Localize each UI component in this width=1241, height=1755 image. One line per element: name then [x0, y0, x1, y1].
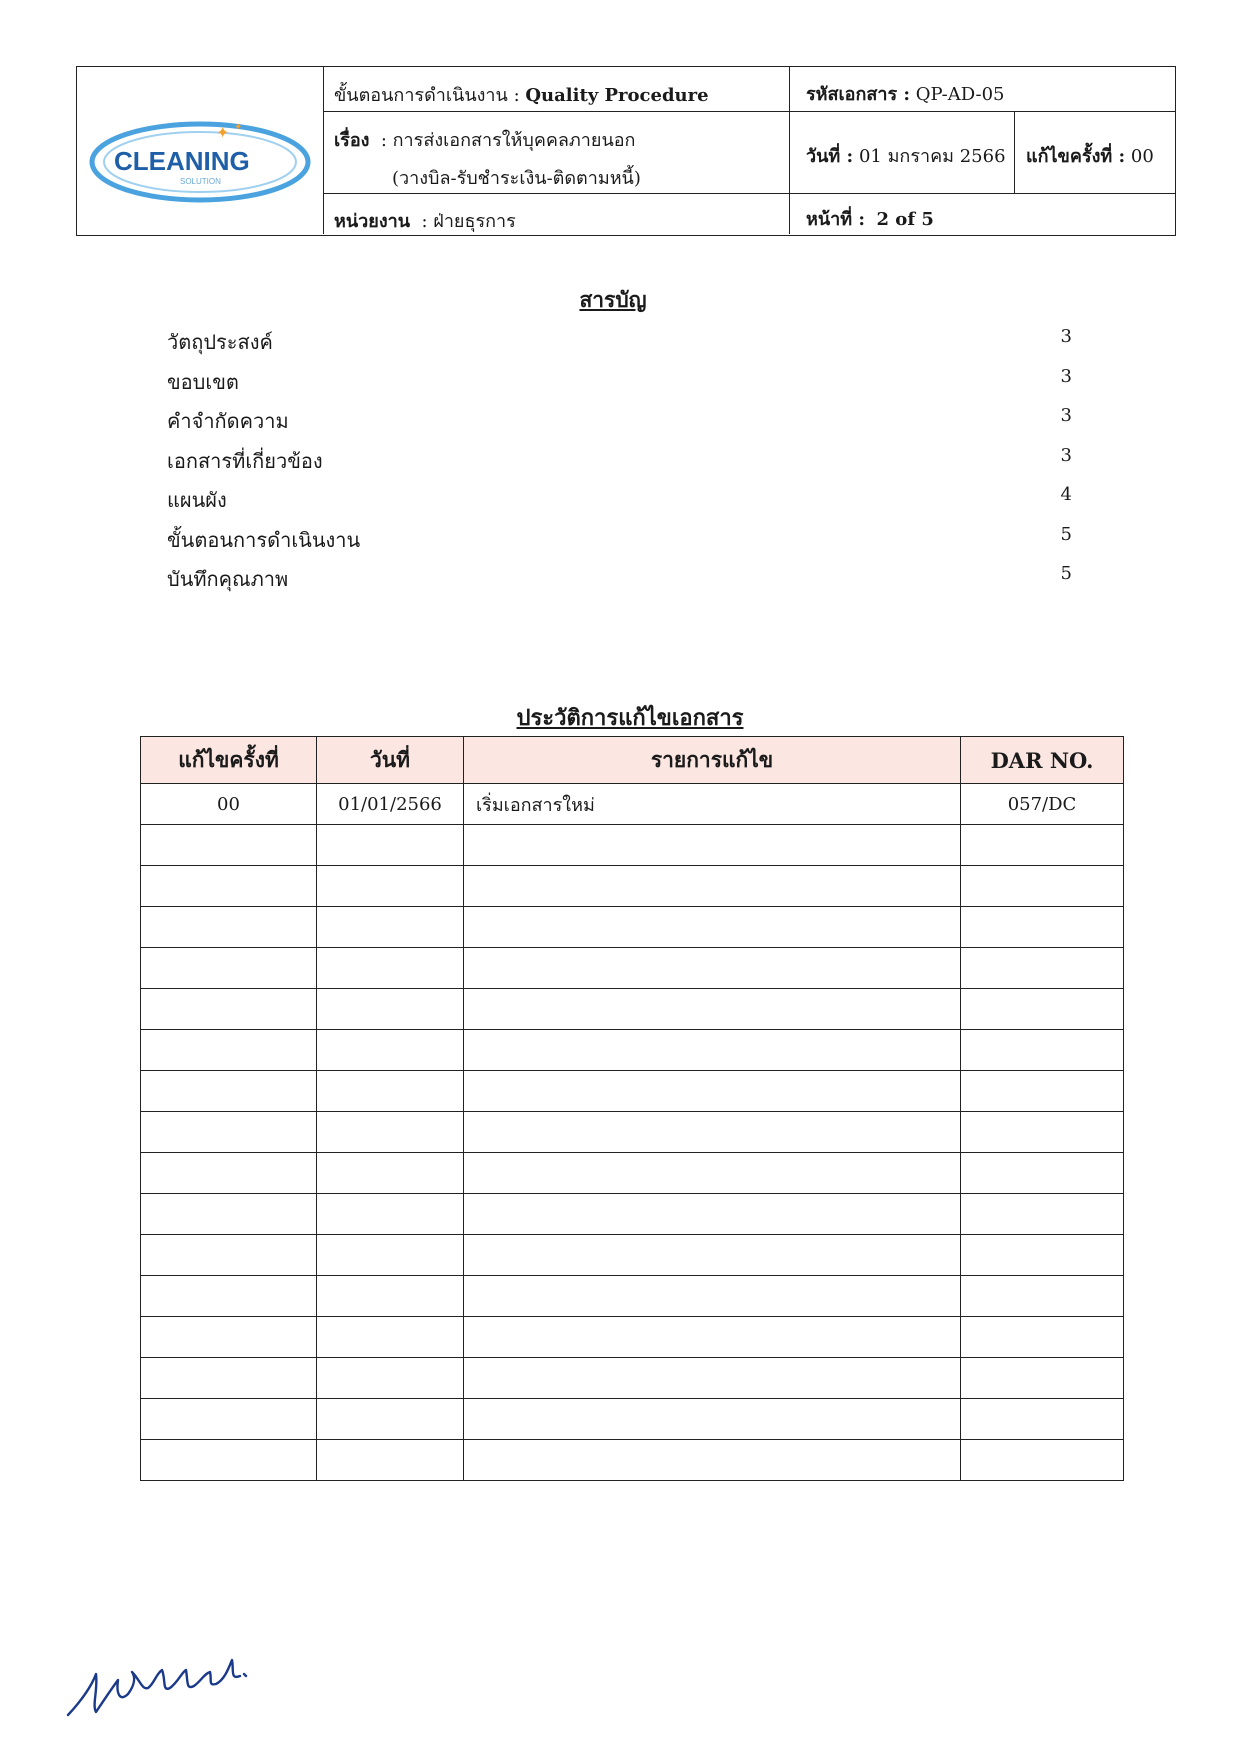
- empty-cell: [464, 1030, 961, 1071]
- empty-cell: [961, 1317, 1124, 1358]
- table-row: [141, 1194, 1124, 1235]
- empty-cell: [317, 1317, 464, 1358]
- empty-cell: [141, 1358, 317, 1399]
- table-row: [141, 1112, 1124, 1153]
- empty-cell: [961, 1440, 1124, 1481]
- revision-cell: แก้ไขครั้งที่ : 00: [1026, 146, 1154, 167]
- toc-item: [167, 366, 1072, 400]
- empty-cell: [961, 825, 1124, 866]
- empty-cell: [464, 1440, 961, 1481]
- toc-item-label: คำจำกัดความ: [167, 409, 289, 433]
- table-row: [141, 1317, 1124, 1358]
- empty-cell: [141, 1440, 317, 1481]
- table-row: [141, 825, 1124, 866]
- empty-cell: [464, 1112, 961, 1153]
- table-row: [141, 989, 1124, 1030]
- empty-cell: [141, 1071, 317, 1112]
- col-header-detail: รายการแก้ไข: [464, 737, 961, 784]
- empty-cell: [961, 866, 1124, 907]
- toc-item: [167, 524, 1072, 558]
- toc-item-page: 3: [1060, 405, 1072, 426]
- toc-item-page: 5: [1060, 563, 1072, 584]
- empty-cell: [961, 1235, 1124, 1276]
- col-header-date: วันที่: [317, 737, 464, 784]
- empty-cell: [141, 1235, 317, 1276]
- empty-cell: [961, 907, 1124, 948]
- empty-cell: [317, 1276, 464, 1317]
- toc-item-label: บันทึกคุณภาพ: [167, 567, 289, 591]
- toc-item: [167, 405, 1072, 439]
- empty-cell: [317, 1235, 464, 1276]
- cell-date: 01/01/2566: [317, 784, 464, 825]
- cell-dar: 057/DC: [961, 784, 1124, 825]
- table-row: [141, 1235, 1124, 1276]
- svg-text:SOLUTION: SOLUTION: [180, 177, 221, 186]
- table-row: [141, 784, 1124, 825]
- signature: [62, 1630, 272, 1725]
- empty-cell: [317, 989, 464, 1030]
- empty-cell: [961, 1071, 1124, 1112]
- empty-cell: [317, 1440, 464, 1481]
- table-row: [141, 1358, 1124, 1399]
- empty-cell: [464, 1235, 961, 1276]
- toc-item-label: ขอบเขต: [167, 370, 239, 394]
- toc-item-page: 3: [1060, 366, 1072, 387]
- toc-item-page: 4: [1060, 484, 1072, 505]
- history-title: ประวัติการแก้ไขเอกสาร: [516, 705, 744, 731]
- empty-cell: [141, 1399, 317, 1440]
- svg-text:✦: ✦: [234, 122, 243, 133]
- subject-cell-line2: (วางบิล-รับชำระเงิน-ติดตามหนี้): [392, 168, 641, 189]
- table-row: [141, 1440, 1124, 1481]
- table-row: [141, 948, 1124, 989]
- empty-cell: [141, 1194, 317, 1235]
- cell-detail: เริ่มเอกสารใหม่: [464, 784, 961, 825]
- empty-cell: [464, 1194, 961, 1235]
- date-cell: วันที่ : 01 มกราคม 2566: [806, 146, 1006, 167]
- empty-cell: [464, 948, 961, 989]
- cell-revision: 00: [141, 784, 317, 825]
- page-number-cell: หน้าที่ : 2 of 5: [806, 209, 934, 230]
- empty-cell: [141, 825, 317, 866]
- empty-cell: [317, 1358, 464, 1399]
- empty-cell: [317, 866, 464, 907]
- empty-cell: [464, 907, 961, 948]
- subject-cell: เรื่อง : การส่งเอกสารให้บุคคลภายนอก: [334, 130, 636, 151]
- empty-cell: [464, 989, 961, 1030]
- empty-cell: [141, 866, 317, 907]
- empty-cell: [317, 1399, 464, 1440]
- empty-cell: [317, 1071, 464, 1112]
- empty-cell: [317, 1030, 464, 1071]
- table-row: [141, 907, 1124, 948]
- toc-item: [167, 445, 1072, 479]
- toc-item-page: 5: [1060, 524, 1072, 545]
- table-row: [141, 1071, 1124, 1112]
- empty-cell: [464, 1276, 961, 1317]
- empty-cell: [141, 1030, 317, 1071]
- empty-cell: [317, 1153, 464, 1194]
- empty-cell: [961, 948, 1124, 989]
- empty-cell: [961, 989, 1124, 1030]
- empty-cell: [961, 1153, 1124, 1194]
- toc-item-page: 3: [1060, 445, 1072, 466]
- table-row: [141, 1399, 1124, 1440]
- empty-cell: [141, 1317, 317, 1358]
- empty-cell: [141, 1153, 317, 1194]
- table-row: [141, 1276, 1124, 1317]
- empty-cell: [464, 1358, 961, 1399]
- empty-cell: [141, 1276, 317, 1317]
- table-row: [141, 1030, 1124, 1071]
- empty-cell: [464, 866, 961, 907]
- empty-cell: [317, 948, 464, 989]
- svg-text:CLEANING: CLEANING: [114, 146, 250, 176]
- empty-cell: [464, 825, 961, 866]
- empty-cell: [961, 1358, 1124, 1399]
- empty-cell: [141, 1112, 317, 1153]
- table-row: [141, 866, 1124, 907]
- col-header-revision: แก้ไขครั้งที่: [141, 737, 317, 784]
- department-cell: หน่วยงาน : ฝ่ายธุรการ: [334, 211, 516, 232]
- table-row: [141, 1153, 1124, 1194]
- empty-cell: [464, 1399, 961, 1440]
- empty-cell: [961, 1194, 1124, 1235]
- col-header-dar: DAR NO.: [961, 737, 1124, 784]
- empty-cell: [464, 1153, 961, 1194]
- empty-cell: [961, 1399, 1124, 1440]
- cleaning-solution-logo: [88, 112, 312, 208]
- empty-cell: [141, 989, 317, 1030]
- empty-cell: [317, 1194, 464, 1235]
- empty-cell: [961, 1030, 1124, 1071]
- empty-cell: [317, 907, 464, 948]
- revision-history-table: [140, 736, 1124, 1481]
- toc-item: [167, 563, 1072, 597]
- empty-cell: [141, 948, 317, 989]
- empty-cell: [464, 1071, 961, 1112]
- svg-text:✦: ✦: [216, 123, 230, 142]
- toc-item: [167, 326, 1072, 360]
- toc-title: สารบัญ: [579, 287, 647, 312]
- toc-item-label: ขั้นตอนการดำเนินงาน: [167, 528, 361, 552]
- table-header-row: [141, 737, 1124, 784]
- toc-item-label: แผนผัง: [167, 488, 227, 512]
- empty-cell: [317, 825, 464, 866]
- toc-item-page: 3: [1060, 326, 1072, 347]
- empty-cell: [961, 1112, 1124, 1153]
- doc-code-cell: รหัสเอกสาร : QP-AD-05: [806, 84, 1005, 105]
- empty-cell: [141, 907, 317, 948]
- toc-item-label: วัตถุประสงค์: [167, 330, 273, 354]
- empty-cell: [317, 1112, 464, 1153]
- empty-cell: [961, 1276, 1124, 1317]
- procedure-cell: ขั้นตอนการดำเนินงาน : Quality Procedure: [334, 85, 709, 106]
- toc-item-label: เอกสารที่เกี่ยวข้อง: [167, 449, 323, 473]
- empty-cell: [464, 1317, 961, 1358]
- toc-item: [167, 484, 1072, 518]
